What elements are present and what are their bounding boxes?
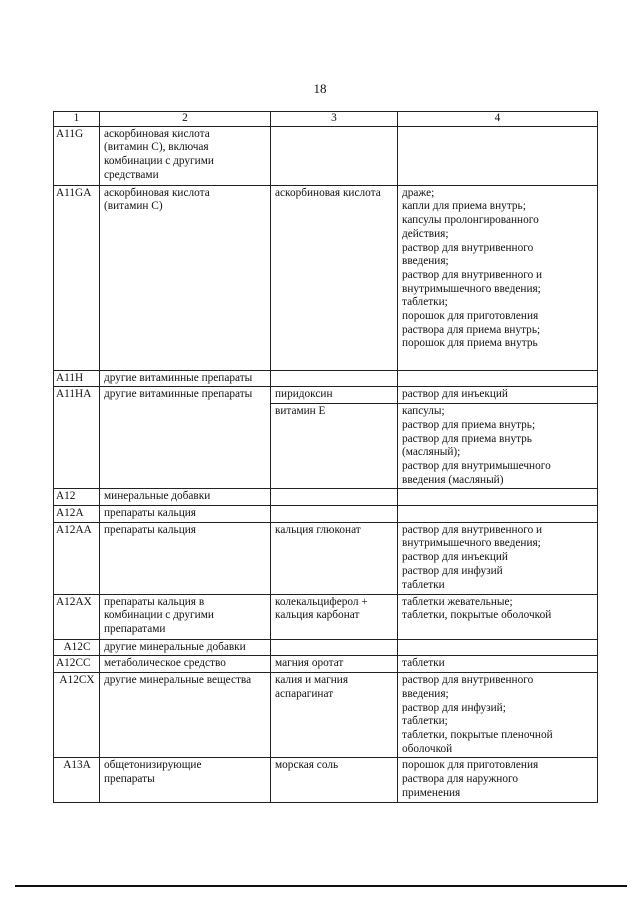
substance-cell: колекальциферол + кальция карбонат — [271, 594, 398, 639]
dosage-forms-cell — [398, 506, 598, 523]
table-row — [54, 758, 598, 803]
dosage-forms-cell: драже; капли для приема внутрь; капсулы пролонгированного действия; раствор для внутривенного введения; раствор для внутривенного и внутримышечного введения; таблетки; порошок для приготовления раствора для приема внутрь; порошок для приема внутрь — [398, 185, 598, 370]
column-header: 4 — [398, 112, 598, 127]
column-header: 3 — [271, 112, 398, 127]
dosage-forms-cell — [398, 639, 598, 656]
group-cell: препараты кальция — [100, 522, 271, 594]
atc-code-cell: A11H — [54, 370, 100, 387]
table-row — [54, 673, 598, 758]
dosage-forms-cell — [398, 370, 598, 387]
substance-cell — [271, 639, 398, 656]
substance-cell — [271, 489, 398, 506]
dosage-forms-cell — [398, 489, 598, 506]
group-cell: аскорбиновая кислота (витамин С), включая комбинации с другими средствами — [100, 126, 271, 185]
dosage-forms-cell — [398, 126, 598, 185]
table-row — [54, 387, 598, 404]
column-header: 2 — [100, 112, 271, 127]
group-cell: другие минеральные добавки — [100, 639, 271, 656]
group-cell: общетонизирующие препараты — [100, 758, 271, 803]
group-cell: аскорбиновая кислота (витамин С) — [100, 185, 271, 370]
substance-cell — [271, 126, 398, 185]
table-row — [54, 185, 598, 370]
group-cell: препараты кальция в комбинации с другими препаратами — [100, 594, 271, 639]
table-header-row — [54, 112, 598, 127]
table-row — [54, 594, 598, 639]
table-row — [54, 506, 598, 523]
atc-code-cell: A11G — [54, 126, 100, 185]
substance-cell: витамин E — [271, 404, 398, 489]
atc-code-cell: A12A — [54, 506, 100, 523]
drug-table — [53, 111, 598, 803]
atc-code-cell: A12CX — [54, 673, 100, 758]
substance-cell: калия и магния аспарагинат — [271, 673, 398, 758]
dosage-forms-cell: порошок для приготовления раствора для наружного применения — [398, 758, 598, 803]
dosage-forms-cell: таблетки жевательные; таблетки, покрытые оболочкой — [398, 594, 598, 639]
table-row — [54, 126, 598, 185]
dosage-forms-cell: капсулы; раствор для приема внутрь; раствор для приема внутрь (масляный); раствор для внутримышечного введения (масляный) — [398, 404, 598, 489]
table-row — [54, 522, 598, 594]
group-cell: другие витаминные препараты — [100, 387, 271, 489]
column-header: 1 — [54, 112, 100, 127]
substance-cell — [271, 506, 398, 523]
page-number: 18 — [313, 81, 327, 96]
group-cell: метаболическое средство — [100, 656, 271, 673]
group-cell: препараты кальция — [100, 506, 271, 523]
substance-cell: аскорбиновая кислота — [271, 185, 398, 370]
atc-code-cell: A12CC — [54, 656, 100, 673]
table-row — [54, 370, 598, 387]
atc-code-cell: A12AX — [54, 594, 100, 639]
table-row — [54, 656, 598, 673]
substance-cell: кальция глюконат — [271, 522, 398, 594]
atc-code-cell: A12AA — [54, 522, 100, 594]
atc-code-cell: A13A — [54, 758, 100, 803]
atc-code-cell: A12 — [54, 489, 100, 506]
atc-code-cell: A12C — [54, 639, 100, 656]
dosage-forms-cell: раствор для внутривенного и внутримышечного введения; раствор для инъекций раствор для инфузий таблетки — [398, 522, 598, 594]
substance-cell: морская соль — [271, 758, 398, 803]
dosage-forms-cell: раствор для инъекций — [398, 387, 598, 404]
dosage-forms-cell: таблетки — [398, 656, 598, 673]
group-cell: другие витаминные препараты — [100, 370, 271, 387]
atc-code-cell: A11HA — [54, 387, 100, 489]
group-cell: другие минеральные вещества — [100, 673, 271, 758]
group-cell: минеральные добавки — [100, 489, 271, 506]
bottom-rule — [15, 885, 627, 887]
table-row — [54, 489, 598, 506]
atc-code-cell: A11GA — [54, 185, 100, 370]
substance-cell: магния оротат — [271, 656, 398, 673]
substance-cell: пиридоксин — [271, 387, 398, 404]
dosage-forms-cell: раствор для внутривенного введения; раствор для инфузий; таблетки; таблетки, покрытые пленочной оболочкой — [398, 673, 598, 758]
table-row — [54, 639, 598, 656]
substance-cell — [271, 370, 398, 387]
